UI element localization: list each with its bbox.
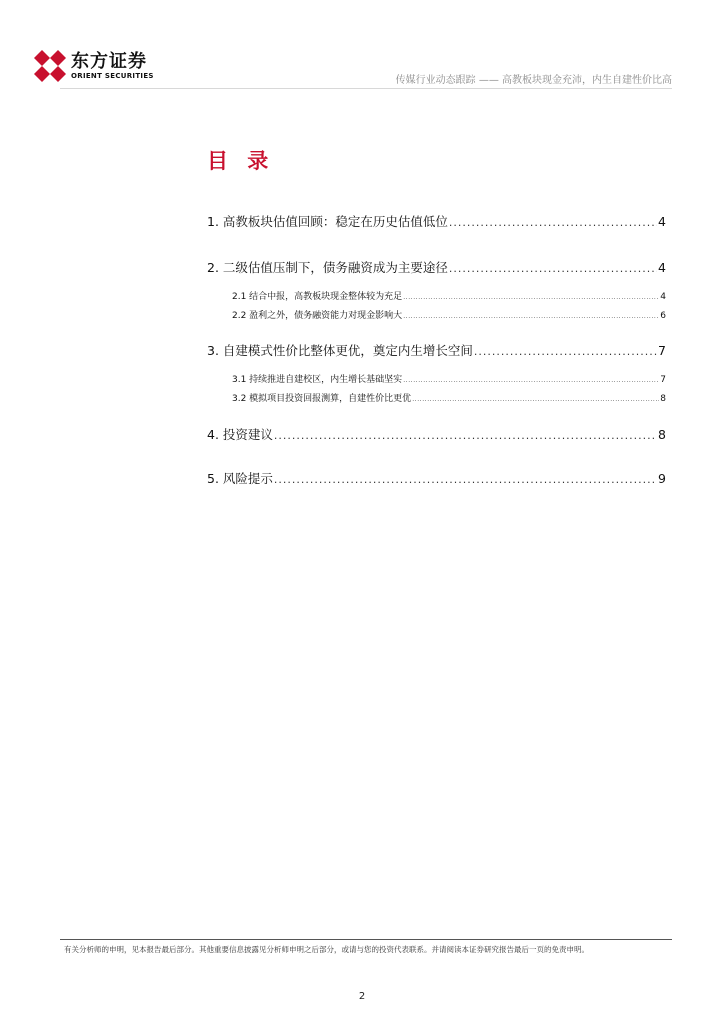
toc-entry-label: 2.1 结合中报，高教板块现金整体较为充足 — [232, 292, 403, 302]
toc-entry[interactable] — [207, 258, 666, 276]
toc-subentry[interactable] — [232, 372, 666, 385]
toc-entry-label: 2. 二级估值压制下，债务融资成为主要途径 — [207, 260, 448, 275]
logo-english-name: ORIENT SECURITIES — [71, 71, 154, 80]
report-subtitle: 传媒行业动态跟踪 —— 高教板块现金充沛，内生自建性价比高 — [395, 75, 672, 86]
toc-entry-label: 2.2 盈利之外，债务融资能力对现金影响大 — [232, 311, 403, 321]
footer-disclaimer: 有关分析师的申明，见本报告最后部分。其他重要信息披露见分析师申明之后部分，或请与您的投资代表联系。并请阅读本证券研究报告最后一页的免责申明。 — [64, 945, 589, 954]
toc-subentry[interactable] — [232, 308, 666, 321]
toc-entry[interactable] — [207, 341, 666, 359]
toc-leader-dots — [274, 473, 657, 486]
toc-leader-dots — [274, 429, 657, 442]
orient-securities-logo-icon — [33, 49, 67, 83]
toc-entry[interactable] — [207, 212, 666, 230]
toc-entry-label: 5. 风险提示 — [207, 471, 273, 486]
toc-entry-label: 3. 自建模式性价比整体更优，奠定内生增长空间 — [207, 343, 473, 358]
toc-entry-label: 3.1 持续推进自建校区，内生增长基础坚实 — [232, 375, 403, 385]
toc-entry[interactable] — [207, 425, 666, 443]
toc-leader-dots — [474, 345, 657, 358]
toc-leader-dots — [403, 313, 659, 320]
toc-leader-dots — [412, 396, 659, 403]
toc-entry-page: 9 — [658, 471, 666, 486]
toc-entry-label: 3.2 模拟项目投资回报测算，自建性价比更优 — [232, 394, 412, 404]
toc-entry-page: 7 — [660, 375, 666, 385]
toc-title: 目 录 — [207, 149, 275, 173]
toc-entry[interactable] — [207, 469, 666, 487]
toc-leader-dots — [449, 216, 657, 229]
toc-leader-dots — [403, 377, 659, 384]
toc-entry-page: 4 — [658, 260, 666, 275]
header-divider — [60, 88, 672, 89]
company-logo — [33, 49, 154, 83]
toc-entry-page: 6 — [660, 311, 666, 321]
footer-divider — [60, 939, 672, 940]
page-number: 2 — [358, 991, 366, 1002]
toc-entry-page: 4 — [658, 214, 666, 229]
toc-subentry[interactable] — [232, 289, 666, 302]
toc-entry-page: 4 — [660, 292, 666, 302]
toc-leader-dots — [403, 294, 659, 301]
toc-entry-page: 8 — [658, 427, 666, 442]
toc-entry-label: 1. 高教板块估值回顾：稳定在历史估值低位 — [207, 214, 448, 229]
logo-chinese-name: 东方证券 — [71, 50, 147, 72]
toc-leader-dots — [449, 262, 657, 275]
toc-entry-page: 7 — [658, 343, 666, 358]
toc-subentry[interactable] — [232, 391, 666, 404]
toc-entry-page: 8 — [660, 394, 666, 404]
toc-entry-label: 4. 投资建议 — [207, 427, 273, 442]
